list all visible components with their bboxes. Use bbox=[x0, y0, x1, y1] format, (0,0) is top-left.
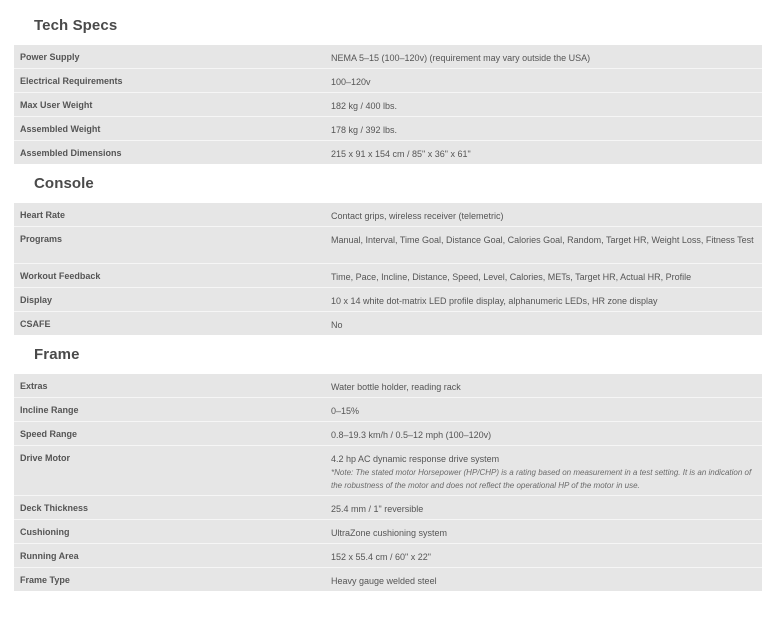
console-table bbox=[14, 203, 762, 335]
spec-label: Electrical Requirements bbox=[20, 76, 123, 86]
spec-value: Water bottle holder, reading rack bbox=[331, 382, 461, 392]
spec-label: Drive Motor bbox=[20, 453, 71, 463]
spec-note: *Note: The stated motor Horsepower (HP/CHP) is a rating based on measurement in a test setting. It is an indication of the robustness of the motor and does not reflect the operational HP of the motor in use. bbox=[331, 467, 752, 490]
spec-label: Running Area bbox=[20, 551, 79, 561]
table-row bbox=[14, 374, 762, 398]
spec-value: 178 kg / 392 lbs. bbox=[331, 125, 398, 135]
spec-value bbox=[331, 446, 762, 498]
spec-value: 0–15% bbox=[331, 406, 360, 416]
section-title-console: Console bbox=[34, 175, 94, 192]
spec-value: UltraZone cushioning system bbox=[331, 528, 448, 538]
table-row bbox=[14, 446, 762, 496]
table-row bbox=[14, 45, 762, 69]
spec-value: 25.4 mm / 1" reversible bbox=[331, 504, 424, 514]
table-row bbox=[14, 568, 762, 591]
table-row bbox=[14, 398, 762, 422]
spec-value: Contact grips, wireless receiver (telemetric) bbox=[331, 211, 504, 221]
table-row bbox=[14, 544, 762, 568]
spec-label: Assembled Dimensions bbox=[20, 148, 122, 158]
spec-value: Manual, Interval, Time Goal, Distance Goal, Calories Goal, Random, Target HR, Weight Loss, Fitness Test bbox=[331, 235, 754, 245]
table-row bbox=[14, 203, 762, 227]
table-row bbox=[14, 93, 762, 117]
tech-specs-table bbox=[14, 45, 762, 164]
spec-value: Heavy gauge welded steel bbox=[331, 576, 437, 586]
spec-label: Assembled Weight bbox=[20, 124, 101, 134]
table-row bbox=[14, 312, 762, 335]
table-row bbox=[14, 520, 762, 544]
section-title-frame: Frame bbox=[34, 346, 80, 363]
spec-label: Frame Type bbox=[20, 575, 70, 585]
spec-value: NEMA 5–15 (100–120v) (requirement may vary outside the USA) bbox=[331, 53, 591, 63]
table-row bbox=[14, 69, 762, 93]
spec-value-text: 4.2 hp AC dynamic response drive system bbox=[331, 454, 500, 464]
spec-label: Max User Weight bbox=[20, 100, 93, 110]
spec-value: 152 x 55.4 cm / 60" x 22" bbox=[331, 552, 431, 562]
spec-label: CSAFE bbox=[20, 319, 51, 329]
spec-label: Heart Rate bbox=[20, 210, 66, 220]
spec-label: Speed Range bbox=[20, 429, 78, 439]
spec-value: 182 kg / 400 lbs. bbox=[331, 101, 398, 111]
spec-label: Workout Feedback bbox=[20, 271, 101, 281]
table-row bbox=[14, 264, 762, 288]
spec-value: No bbox=[331, 320, 343, 330]
table-row bbox=[14, 227, 762, 264]
spec-value: Time, Pace, Incline, Distance, Speed, Level, Calories, METs, Target HR, Actual HR, Profile bbox=[331, 272, 692, 282]
spec-label: Cushioning bbox=[20, 527, 70, 537]
spec-label: Deck Thickness bbox=[20, 503, 89, 513]
frame-table bbox=[14, 374, 762, 591]
section-title-tech-specs: Tech Specs bbox=[34, 17, 118, 34]
spec-value: 0.8–19.3 km/h / 0.5–12 mph (100–120v) bbox=[331, 430, 492, 440]
table-row bbox=[14, 496, 762, 520]
table-row bbox=[14, 422, 762, 446]
spec-value: 215 x 91 x 154 cm / 85" x 36" x 61" bbox=[331, 149, 471, 159]
spec-value: 10 x 14 white dot-matrix LED profile display, alphanumeric LEDs, HR zone display bbox=[331, 296, 658, 306]
table-row bbox=[14, 141, 762, 164]
table-row bbox=[14, 288, 762, 312]
spec-label: Power Supply bbox=[20, 52, 80, 62]
spec-label: Extras bbox=[20, 381, 48, 391]
table-row bbox=[14, 117, 762, 141]
spec-value: 100–120v bbox=[331, 77, 371, 87]
spec-label: Display bbox=[20, 295, 53, 305]
spec-label: Incline Range bbox=[20, 405, 79, 415]
spec-label: Programs bbox=[20, 234, 63, 244]
